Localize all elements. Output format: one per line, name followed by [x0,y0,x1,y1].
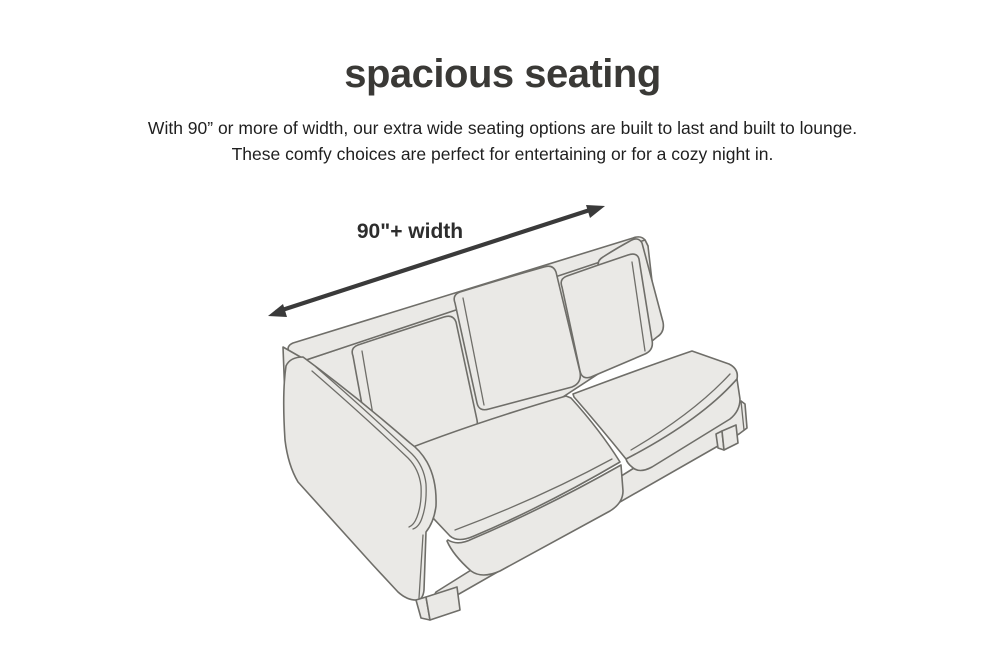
arrow-head-right [586,205,605,218]
front-foot-face [426,587,460,620]
arrow-head-left [268,304,287,317]
description-line-1: With 90” or more of width, our extra wide seating options are built to last and built to lounge. [147,118,858,138]
dimension-label: 90"+ width [356,220,464,243]
description-line-2: These comfy choices are perfect for entertaining or for a cozy night in. [231,144,774,164]
hero-title: spacious seating [344,52,661,96]
